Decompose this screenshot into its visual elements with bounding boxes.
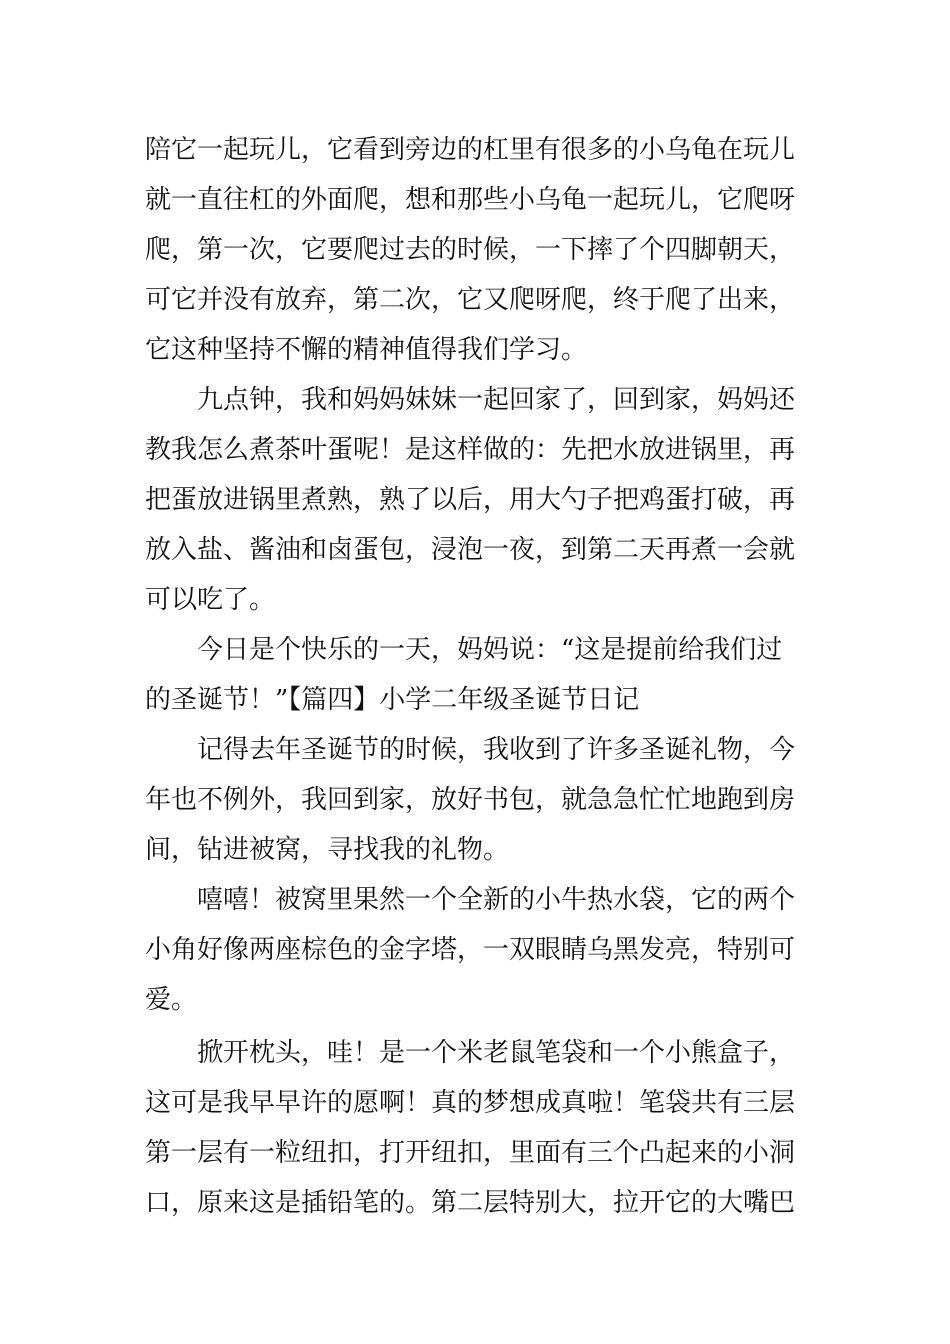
text-line: 它这种坚持不懈的精神值得我们学习。: [145, 335, 588, 365]
paragraph-first-line: 嘻嘻！被窝里果然一个全新的小牛热水袋，它的两个: [197, 885, 796, 915]
text-line: 这可是我早早许的愿啊！真的梦想成真啦！笔袋共有三层: [145, 1088, 796, 1118]
text-line: 第一层有一粒纽扣，打开纽扣，里面有三个凸起来的小洞: [145, 1138, 796, 1168]
section-heading-line: 的圣诞节！”【篇四】小学二年级圣诞节日记: [145, 685, 640, 715]
text-line: 口，原来这是插铅笔的。第二层特别大，拉开它的大嘴巴: [145, 1188, 796, 1218]
text-line: 爬，第一次，它要爬过去的时候，一下摔了个四脚朝天，: [145, 235, 796, 265]
paragraph-first-line: 掀开枕头，哇！是一个米老鼠笔袋和一个小熊盒子，: [197, 1038, 796, 1068]
text-line: 小角好像两座棕色的金字塔，一双眼睛乌黑发亮，特别可: [145, 935, 796, 965]
paragraph-first-line: 九点钟，我和妈妈妹妹一起回家了，回到家，妈妈还: [197, 385, 796, 415]
paragraph-first-line: 记得去年圣诞节的时候，我收到了许多圣诞礼物，今: [197, 735, 796, 765]
text-line: 就一直往杠的外面爬，想和那些小乌龟一起玩儿，它爬呀: [145, 185, 796, 215]
text-line: 爱。: [145, 985, 198, 1015]
text-line: 可它并没有放弃，第二次，它又爬呀爬，终于爬了出来，: [145, 285, 796, 315]
paragraph-first-line: 今日是个快乐的一天，妈妈说：“这是提前给我们过: [197, 635, 783, 665]
text-line: 教我怎么煮茶叶蛋呢！是这样做的：先把水放进锅里，再: [145, 435, 796, 465]
text-line: 陪它一起玩儿，它看到旁边的杠里有很多的小乌龟在玩儿: [145, 135, 796, 165]
text-line: 可以吃了。: [145, 585, 276, 615]
text-line: 放入盐、酱油和卤蛋包，浸泡一夜，到第二天再煮一会就: [145, 535, 796, 565]
text-line: 把蛋放进锅里煮熟，熟了以后，用大勺子把鸡蛋打破，再: [145, 485, 796, 515]
text-line: 年也不例外，我回到家，放好书包，就急急忙忙地跑到房: [145, 785, 796, 815]
text-line: 间，钻进被窝，寻找我的礼物。: [145, 835, 510, 865]
